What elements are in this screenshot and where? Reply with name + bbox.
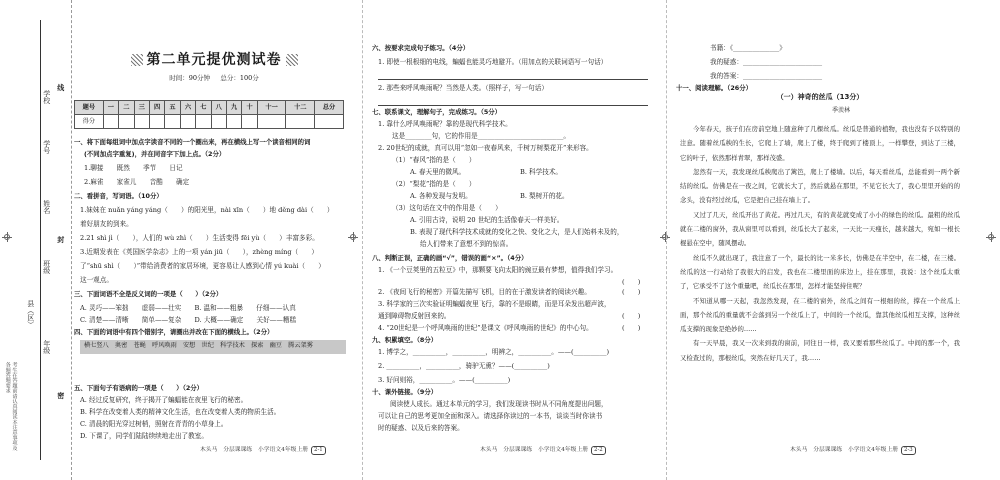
registration-mark	[660, 232, 670, 242]
q10-text: 时的疑惑、以及后来的答案。	[378, 424, 464, 432]
q8-item: 3. 科学家的三次实验证明蝙蝠夜里飞行，靠的不是眼睛，而是耳朵发出超声波，	[378, 300, 611, 308]
q5-option-a: A. 经过反复研究，终于揭开了蝙蝠能在夜里飞行的秘密。	[80, 396, 248, 404]
score-input-cell[interactable]	[149, 115, 164, 129]
score-cell: 六	[180, 101, 195, 115]
score-input-cell[interactable]	[257, 115, 286, 129]
q6-line: 2. 那些来呼风唤雨呢？当然是人类。（照样子，写一句话）	[378, 84, 548, 92]
score-input-cell[interactable]	[134, 115, 149, 129]
binding-line	[40, 20, 41, 460]
q10-text: 可以让自己的思考更加全面和深入。请选择你读过的一本书，谈谈当时你读书	[378, 412, 603, 420]
score-row-label: 得分	[75, 115, 104, 129]
q3-options-row: A. 灵巧——笨拙 虚弱——壮实 B. 温和——粗暴 仔细——认真	[80, 304, 296, 312]
page-divider	[666, 0, 667, 480]
binding-note: 考生在答题前请认真阅读本注意事项及各题答题要求	[4, 362, 18, 451]
q8-item: 1. 《一个豆荚里的五粒豆》中，那颗要飞向太阳的豌豆最有梦想，值得我们学习。	[378, 266, 618, 274]
page-number: 2-3	[901, 446, 916, 455]
q3-heading: 三、下面词语不全是反义词的一项是（ ）（2分）	[74, 290, 223, 298]
registration-mark	[2, 232, 12, 242]
q2-line: 着好朋友的到来。	[80, 220, 133, 228]
page-divider	[362, 0, 363, 480]
score-cell: 七	[196, 101, 211, 115]
score-input-cell[interactable]	[103, 115, 118, 129]
exam-header	[74, 52, 354, 82]
exam-meta	[74, 74, 354, 82]
passage-paragraph: 又过了几天，丝瓜开出了黄花。再过几天，有的黄花就变成了小小的绿色的丝瓜。最粗的丝瓜就在二楼的窗外，我从窗里可以看到，丝瓜长大了起来，一天比一天瘦长，越来越大，宛如一根长棍悬在空中，随风摆动。	[680, 210, 960, 248]
page-number: 2-2	[591, 446, 606, 455]
q7-option: B. 表现了现代科学技术成就的变化之快、变化之大，是人们始料未及的，	[410, 228, 624, 236]
q7-sub: （3）这句话在文中的作用是（ ）	[392, 204, 502, 212]
q6-answer-line[interactable]	[378, 74, 648, 80]
q2-line: 3.近期发表在《英国医学杂志》上的一项 yán jiū（ ），zhèng míng（ ）	[80, 248, 318, 256]
score-input-cell[interactable]	[315, 115, 344, 129]
title-decoration-icon	[131, 54, 143, 66]
score-cell: 二	[119, 101, 134, 115]
score-table-row	[75, 115, 344, 129]
q10-text: 阅读使人成长。通过本单元的学习，我们发现读书时从不同角度提出问题，	[390, 400, 608, 408]
q5-option-d: D. 下课了，同学们陆陆续续地走出了教室。	[80, 432, 208, 440]
binding-school: 学校	[42, 90, 51, 104]
binding-cut-secret: 密	[56, 392, 66, 399]
score-input-cell[interactable]	[196, 115, 211, 129]
score-cell: 总分	[315, 101, 344, 115]
title-decoration-icon	[286, 54, 298, 66]
q7-option: A. 引用古诗，说明 20 世纪的生活像春天一样美好。	[410, 216, 564, 224]
q5-option-b: B. 科学在改变着人类的精神文化生活，也在改变着人类的物质生活。	[80, 408, 281, 416]
q8-answer-box[interactable]: ( )	[622, 312, 641, 320]
passage-paragraph: 今年春天，孩子们在房前空地上随意种了几棵丝瓜。丝瓜是普通的植物，我也没有予以特别的注意。随着丝瓜秧的生长，它爬上了墙，爬上了楼，终于爬到了楼顶上，一样攀登，到达了三楼，它的叶子，依然那样青翠，那样茂盛。	[680, 125, 960, 162]
exam-title: 第二单元提优测试卷	[74, 52, 354, 70]
score-cell: 十	[242, 101, 257, 115]
score-cell: 五	[165, 101, 180, 115]
q10-book[interactable]: 书籍：《______________》	[710, 44, 786, 52]
q9-heading: 九、积累填空。（8分）	[372, 336, 438, 344]
passage-paragraph: 丝瓜不久就出现了，我注意了一个，最长的比一米多长，仿佛是在半空中，在二楼，在三楼。丝瓜的这一行动给了我很大的启发，我也在二楼里面的床边上，挂在那里，我说：这个丝瓜太重了，它承受不了这个重量吧，丝瓜长在那里，怎样才能坚持住呢？	[680, 253, 960, 291]
q7-line: 2. 20世纪的成就，真可以用“忽如一夜春风来，千树万树梨花开”来形容。	[378, 144, 593, 152]
binding-class: 班级	[42, 260, 51, 274]
score-cell: 八	[211, 101, 226, 115]
q5-option-c: C. 清晨的阳光穿过树梢，照射在青青的小草身上。	[80, 420, 228, 428]
q2-line: 2.21 shì jì（ ），人们的 wù zhì（ ）生活变得 fēi yù（ ）丰富多彩。	[80, 234, 319, 242]
q2-heading: 二、看拼音，写词语。（10分）	[74, 192, 163, 200]
score-cell: 一	[103, 101, 118, 115]
q8-answer-box[interactable]: ( )	[622, 324, 641, 332]
q1-item-1: 1.聊接 既然 季节 日记	[84, 164, 183, 172]
q7-option: A. 各种发现与发明。	[410, 192, 472, 200]
q10-doubt[interactable]: 我的疑惑：________________________	[710, 58, 823, 66]
score-input-cell[interactable]	[211, 115, 226, 129]
passage-paragraph: 不知道从哪一天起，我忽然发现，在二楼的窗外，丝瓜之间有一根细的丝，撑在一个丝瓜上面，那个丝瓜的重量就不会落到另一个丝瓜上了，中间的一个丝瓜，靠其他丝瓜相互支撑，这种丝瓜支撑的现象是绝妙的……	[680, 296, 960, 334]
q10-answer[interactable]: 我的答案：________________________	[710, 72, 823, 80]
q2-line: 1.妹妹在 nuǎn yáng yáng（ ）的阳光里，nài xīn（ ）地 děng dài（ ）	[80, 206, 334, 214]
binding-name: 姓名	[42, 200, 51, 214]
score-cell: 三	[134, 101, 149, 115]
q8-answer-box[interactable]: ( )	[622, 288, 641, 296]
registration-mark	[986, 232, 996, 242]
score-input-cell[interactable]	[165, 115, 180, 129]
q6-line: 1. 即使一根根细的电线，蝙蝠也能灵巧地避开。（用加点的关联词语写一句话）	[378, 58, 608, 66]
q9-item: 1. 博学之，__________，__________，明辨之，__________。——(__________)	[378, 348, 610, 356]
score-cell: 四	[149, 101, 164, 115]
binding-cut-seal: 封	[56, 236, 66, 243]
q8-item: 4. “20世纪是一个呼风唤雨的世纪”是课文《呼风唤雨的世纪》的中心句。	[378, 324, 593, 332]
score-cell: 九	[226, 101, 241, 115]
passage-paragraph: 忽然有一天，我发现丝瓜秧爬出了篱笆，爬上了楼墙。以后，每天看丝瓜，总能看到一两个新结的丝瓜。仿佛是在一夜之间，它就长大了，然后就悬在那里，不见它长大了，我心里里开始的的念头，没有经过丝瓜，它是把自己挂在墙上了。	[680, 167, 960, 205]
score-cell: 十二	[286, 101, 315, 115]
passage-author: 季羡林	[831, 107, 850, 114]
q7-heading: 七、联系课文，理解句子，完成练习。（5分）	[372, 108, 502, 116]
q7-sub: （2）“梨花”指的是（ ）	[392, 180, 476, 188]
q7-option: B. 科学技术。	[520, 168, 563, 176]
q8-item: 2. 《夜间飞行的秘密》开篇先描写飞机，目的在于激发读者的阅读兴趣。	[378, 288, 591, 296]
q7-line: 这是________句，它的作用是__________________________。	[392, 132, 571, 140]
score-cell: 十一	[257, 101, 286, 115]
q4-word-box: 横七竖八 奥密 苍蝇 呼风唤雨 安想 世纪 科学技术 探索 幽豆 腾云架雾	[80, 340, 346, 354]
passage-body	[680, 122, 960, 365]
passage-paragraph: 有一天早晨，我又一次来到我的窗前，同往日一样，我又要看那些丝瓜了。中间的那一个，我又检查过的，那根丝瓜，突然在好几天了，我……	[680, 339, 960, 362]
binding-grade: 年级	[42, 340, 51, 354]
page-footer: 木头马 分层课课练 小学语文4年级上册 2-1	[200, 446, 326, 455]
q7-line: 1. 靠什么呼风唤雨呢？靠的是现代科学技术。	[378, 120, 512, 128]
page-footer: 木头马 分层课课练 小学语文4年级上册 2-3	[790, 446, 916, 455]
score-input-cell[interactable]	[242, 115, 257, 129]
q1-heading-cont: (不同加点字重复)，并在同音字下加上点。（2分）	[84, 150, 226, 158]
q2-line: 了“shū shì（ ）”带给消费者的家居环境，更容易让人感到心情 yú kuài（ ）	[80, 262, 325, 270]
q3-options-row: C. 清楚——清晰 简单——复杂 D. 大概——确定 关好——糟糕	[80, 316, 297, 324]
binding-cut-line: 线	[56, 84, 66, 91]
binding-student-id: 学号	[42, 140, 51, 154]
q6-heading: 六、按要求完成句子练习。（4分）	[372, 44, 470, 52]
q5-heading: 五、下面句子有语病的一项是（ ）（2分）	[74, 384, 204, 392]
q8-item-cont: 通到障碍物反射回来的。	[378, 312, 451, 320]
q7-option-cont: 给人们带来了意想不到的惊喜。	[420, 240, 513, 248]
score-cell: 题号	[75, 101, 104, 115]
q9-item: 2. __________，__________，骑驴无熏？——(__________)	[378, 362, 550, 370]
q10-heading: 十、课外链接。（9分）	[372, 388, 438, 396]
q7-option: B. 梨树开的花。	[520, 192, 569, 200]
score-table-header	[75, 101, 344, 115]
binding-county: 县（区）	[26, 300, 35, 328]
q8-answer-box[interactable]: ( )	[622, 278, 641, 286]
score-input-cell[interactable]	[226, 115, 241, 129]
exam-score: 总分：100分	[220, 73, 259, 82]
q1-heading: 一、将下面每组词中加点字读音不同的一个圈出来，再在横线上写一个读音相同的词	[74, 138, 311, 146]
q4-heading: 四、下面的词语中有四个错别字，请圈出并改在下面的横线上。（2分）	[74, 328, 274, 336]
page-number: 2-1	[311, 446, 326, 455]
score-input-cell[interactable]	[180, 115, 195, 129]
q7-option: A. 春天里的微风。	[410, 168, 466, 176]
exam-time: 时间：90分钟	[169, 73, 210, 82]
q6-answer-line[interactable]	[378, 100, 648, 106]
score-input-cell[interactable]	[286, 115, 315, 129]
score-table	[74, 100, 344, 129]
q8-heading: 八、判断正误，正确的画“√”，错误的画“×”。（4分）	[372, 254, 528, 262]
registration-mark	[348, 232, 358, 242]
score-input-cell[interactable]	[119, 115, 134, 129]
q2-line: 这一观点。	[80, 276, 113, 284]
q7-sub: （1）“春风”指的是（ ）	[392, 156, 476, 164]
passage-title: （一）神奇的丝瓜（13分）	[776, 93, 864, 101]
q9-item: 3. 好问则裕，__________。——(__________)	[378, 376, 511, 384]
q1-item-2: 2.麻雀 家雀儿 音酷 确定	[84, 178, 190, 186]
q11-heading: 十一、阅读理解。（26分）	[676, 84, 752, 92]
page-footer: 木头马 分层课课练 小学语文4年级上册 2-2	[480, 446, 606, 455]
